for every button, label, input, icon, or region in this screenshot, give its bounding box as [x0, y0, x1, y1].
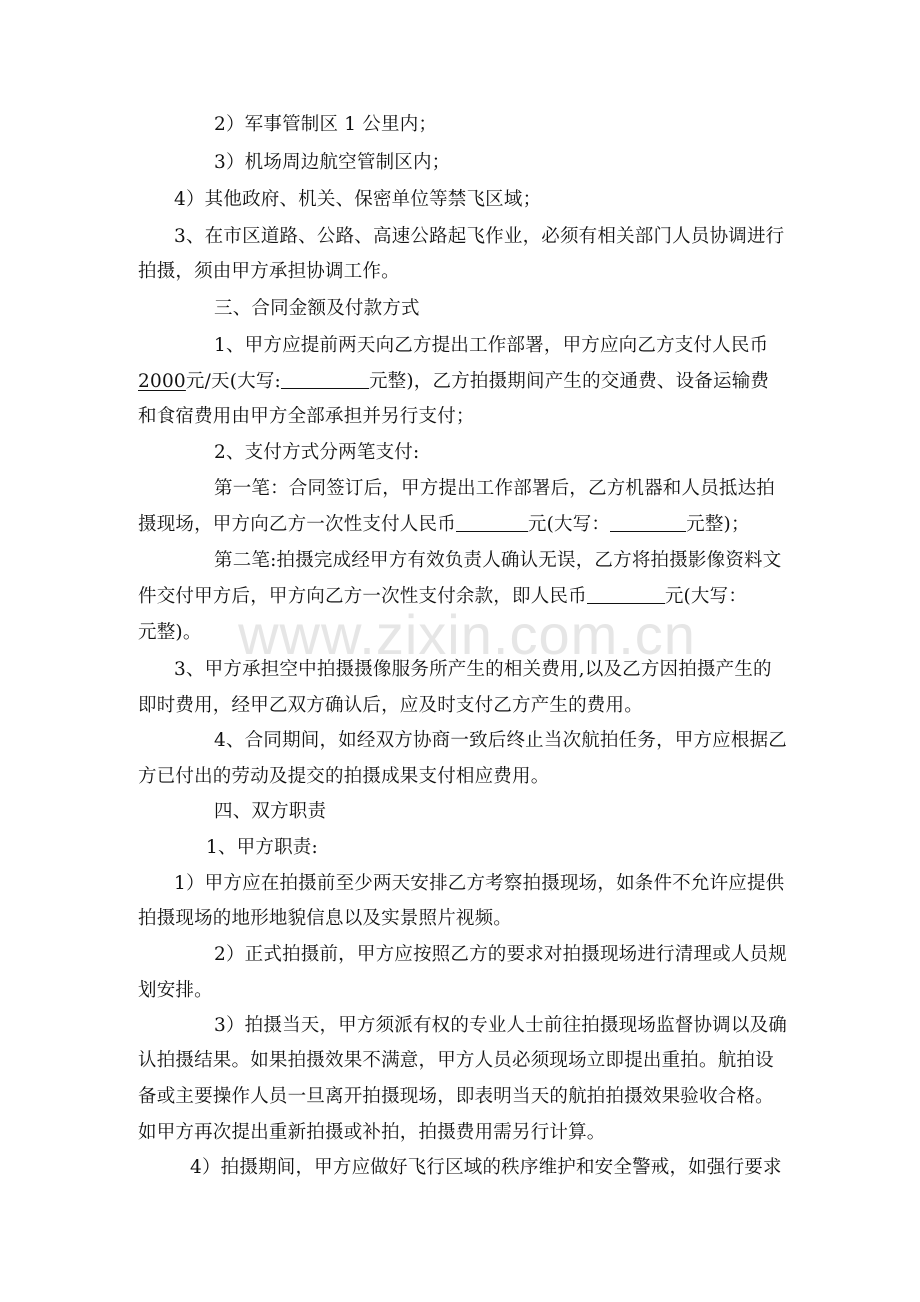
text-line: 划安排。	[138, 980, 213, 1001]
section-heading: 三、合同金额及付款方式	[214, 298, 420, 319]
text-line: 2）军事管制区 1 公里内；	[214, 114, 438, 135]
text-line: 第一笔：合同签订后，甲方提出工作部署后，乙方机器和人员抵达拍	[214, 478, 776, 499]
text-line: 1）甲方应在拍摄前至少两天安排乙方考察拍摄现场，如条件不允许应提供	[174, 873, 785, 894]
text-line: 认拍摄结果。如果拍摄效果不满意，甲方人员必须现场立即提出重拍。航拍设	[138, 1050, 774, 1071]
text-line: 3）拍摄当天，甲方须派有权的专业人士前往拍摄现场监督协调以及确	[214, 1015, 787, 1036]
text-line: 第二笔:拍摄完成经甲方有效负责人确认无误，乙方将拍摄影像资料文	[214, 550, 782, 571]
blank-field	[456, 513, 528, 532]
text-line: 拍摄现场的地形地貌信息以及实景照片视频。	[138, 908, 513, 929]
text-line: 方已付出的劳动及提交的拍摄成果支付相应费用。	[138, 766, 550, 787]
text-line: 备或主要操作人员一旦离开拍摄现场，即表明当天的航拍拍摄效果验收合格。	[138, 1086, 774, 1107]
text-line: 1、甲方职责:	[206, 837, 318, 858]
section-heading: 四、双方职责	[214, 801, 327, 822]
text-line: 3）机场周边航空管制区内；	[214, 152, 451, 173]
blank-field	[610, 513, 686, 532]
text-line: 1、甲方应提前两天向乙方提出工作部署，甲方应向乙方支付人民币	[214, 335, 769, 356]
text-line: 3、甲方承担空中拍摄摄像服务所产生的相关费用,以及乙方因拍摄产生的	[174, 659, 772, 680]
blank-field	[587, 585, 665, 604]
blank-field	[281, 370, 369, 389]
text-line: 4）拍摄期间，甲方应做好飞行区域的秩序维护和安全警戒，如强行要求	[190, 1157, 782, 1178]
text-line: 4）其他政府、机关、保密单位等禁飞区域；	[174, 189, 542, 210]
text-line: 即时费用，经甲乙双方确认后，应及时支付乙方产生的费用。	[138, 695, 643, 716]
text-line: 和食宿费用由甲方全部承担并另行支付；	[138, 406, 475, 427]
text-line: 如甲方再次提出重新拍摄或补拍，拍摄费用需另行计算。	[138, 1122, 606, 1143]
text-line: 摄现场，甲方向乙方一次性支付人民币 元(大写： 元整)；	[138, 514, 750, 535]
amount-value: 2000	[138, 371, 186, 392]
text-line: 4、合同期间，如经双方协商一致后终止当次航拍任务，甲方应根据乙	[214, 730, 787, 751]
text-line: 件交付甲方后，甲方向乙方一次性支付余款，即人民币 元(大写：	[138, 586, 748, 607]
watermark: www.zixin.com.cn	[238, 603, 696, 666]
text-line: 2000元/天(大写: 元整)，乙方拍摄期间产生的交通费、设备运输费	[138, 371, 770, 392]
text-line: 元整)。	[138, 622, 202, 643]
text-line: 2、支付方式分两笔支付:	[214, 442, 420, 463]
text-line: 拍摄，须由甲方承担协调工作。	[138, 261, 400, 282]
text-line: 3、在市区道路、公路、高速公路起飞作业，必须有相关部门人员协调进行	[174, 226, 785, 247]
text-line: 2）正式拍摄前，甲方应按照乙方的要求对拍摄现场进行清理或人员规	[214, 944, 787, 965]
